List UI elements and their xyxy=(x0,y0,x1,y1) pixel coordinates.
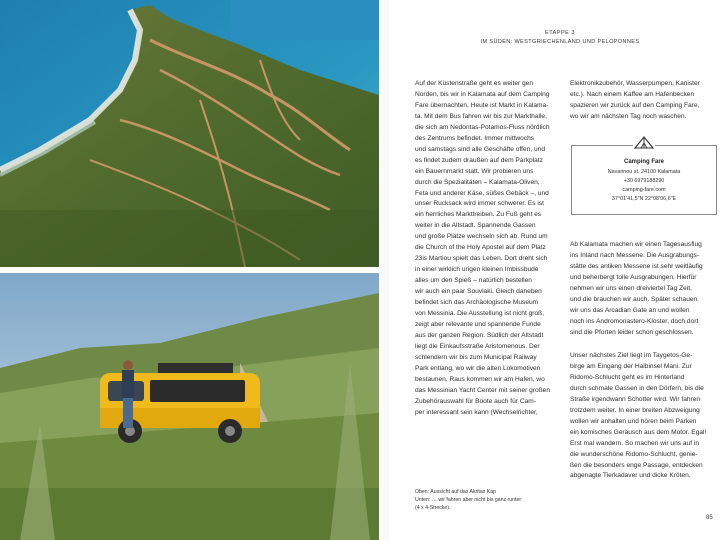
text-line: unser Rucksack wird immer schwerer. Es ist xyxy=(415,200,544,208)
text-line: alles um den Spieß – natürlich bestellen xyxy=(415,277,532,285)
text-line: Fare übernachten. Heute ist Markt in Kalama- xyxy=(415,101,549,109)
caption-line: (4 x 4-Strecke). xyxy=(415,505,451,511)
text-line: spazieren wir zurück auf den Camping Fare, xyxy=(570,101,700,109)
text-line: Ab Kalamata machen wir einen Tagesausflug xyxy=(570,241,702,248)
info-coordinates: 37°01'41,5"N 22°08'06,6"E xyxy=(611,196,677,202)
text-line: ein herrliches Markttreiben. Zu Fuß geht es xyxy=(415,211,542,219)
text-line: durch die Spezialitäten – Kalamata-Oliven, xyxy=(415,178,540,186)
tent-icon xyxy=(633,135,655,149)
text-line: schlendern wir bis zum Municipal Railway xyxy=(415,353,537,361)
text-line: in einer wirklich urigen kleinen Imbissbude xyxy=(415,266,539,274)
text-line: und große Plätze wechseln sich ab. Rund um xyxy=(415,233,548,241)
text-line: aus der ganzen Region. Südlich der Altstadt xyxy=(415,331,544,339)
text-line: Feta und anderer Käse, süßes Gebäck –, und xyxy=(415,189,549,197)
camper-van-image xyxy=(0,273,379,540)
text-line: Auf der Küstenstraße geht es weiter gen xyxy=(415,80,534,87)
text-line: nehmen wir uns einen dreiviertel Tag Zeit, xyxy=(570,284,692,292)
text-line: weiter in die Altstadt. Spannende Gassen xyxy=(415,222,536,230)
text-line: sind die Pforten leider schon geschlossen. xyxy=(570,328,694,336)
photo-aerial-coastline xyxy=(0,0,379,267)
text-line: es findet zudem draußen auf dem Parkplatz xyxy=(415,156,543,164)
info-title: Camping Fare xyxy=(623,159,664,165)
person-figure xyxy=(122,360,134,428)
text-line: 23is Martiou spielt das Leben. Dort dreht sich xyxy=(415,255,548,263)
text-line: Straße irgendwann Schotter wird. Wir fahren xyxy=(570,395,701,403)
text-line: etc.). Nach einem Kaffee am Hafenbecken xyxy=(570,90,695,98)
info-website: camping-fare.com xyxy=(622,187,666,193)
text-line: zeigt aber relevante und spannende Funde xyxy=(415,320,541,328)
text-line: durch schmale Gassen in den Dörfern, bis die xyxy=(570,384,704,392)
info-phone: +30 6979188290 xyxy=(623,178,665,184)
text-line: befindet sich das Archäologische Museum xyxy=(415,299,539,307)
page-gutter xyxy=(379,0,389,540)
caption-line: Unten: … wir fahren aber nicht bis ganz runter xyxy=(415,497,522,503)
text-line: ein komisches Geräusch aus dem Motor. Egal! xyxy=(570,428,707,436)
text-line: Park entlang, wo wir die alten Lokomotiven xyxy=(415,364,541,372)
page-number: 85 xyxy=(706,515,713,521)
text-line: trotzdem weiter. In einer breiten Abzweigung xyxy=(570,406,700,414)
text-line: von Messinia. Die Ausstellung ist nicht groß, xyxy=(415,310,545,318)
text-line: das Messinian Yacht Center mit seiner großen xyxy=(415,386,550,394)
text-line: Elektronikzubehör, Wasserpumpen, Kanister xyxy=(570,80,700,87)
caption-line: Oben: Aussicht auf das Akritas Kap xyxy=(415,489,497,495)
text-line: wollen wir anhalten und hören beim Parken xyxy=(570,417,697,425)
text-line: die Church of the Holy Apostel auf dem Platz xyxy=(415,244,546,252)
text-line: und die brauchen wir auch. Später schauen xyxy=(570,295,698,303)
text-line: wir uns das Arcadian Gate an und wollen xyxy=(570,306,690,314)
text-line: wir auch ein paar Souvlaki. Gleich daneben xyxy=(415,288,542,296)
text-line: und beherbergt tolle Ausgrabungen. Hierfür xyxy=(570,273,697,281)
text-line: Erst mal wandern. So machen wir uns auf in xyxy=(570,439,700,447)
body-column-left xyxy=(415,79,556,419)
text-line: und samstags sind alle Geschäfte offen, und xyxy=(415,145,546,153)
stage-label: ETAPPE 3 xyxy=(545,30,575,36)
text-line: ein Bauernmarkt statt. Wir probieren uns xyxy=(415,167,534,175)
text-line: stätte des antiken Messene ist sehr weitläufig xyxy=(570,262,703,270)
body-column-right-middle xyxy=(570,240,715,339)
aerial-coastline-image xyxy=(0,0,379,267)
text-line: des Zentrums befindet. Immer mittwochs xyxy=(415,134,535,142)
text-line: Ridomo-Schlucht geht es im Hinterland xyxy=(570,373,685,381)
text-line: abgenagte Tierkadaver und dicke Kröten. xyxy=(570,472,691,480)
text-line: noch ins Andromonastero-Kloster, doch dort xyxy=(570,317,699,325)
text-line: bestaunen. Raus kommen wir am Hafen, wo xyxy=(415,375,545,383)
body-column-right-top xyxy=(570,79,715,123)
text-line: liegt die Einkaufsstraße Aristomenous. Der xyxy=(415,342,540,350)
info-address: Navarinou st. 24100 Kalamata xyxy=(607,169,681,175)
text-line: die sich am Nedontas-Potamos-Fluss nördlich xyxy=(415,123,550,131)
text-line: Zubehörauswahl für Boote auch für Cam- xyxy=(415,397,536,405)
text-line: Unser nächstes Ziel liegt im Taygetos-Ge- xyxy=(570,352,693,359)
body-column-right-bottom xyxy=(570,351,715,482)
camping-info-box xyxy=(571,145,717,215)
photo-caption xyxy=(415,488,565,512)
text-line: per interessant sein kann (Wechselrichter, xyxy=(415,408,538,416)
text-line: wo wir am nächsten Tag noch waschen. xyxy=(570,112,687,120)
text-line: Norden, bis wir in Kalamata auf dem Camping xyxy=(415,90,550,98)
text-line: birge am Eingang der Halbinsel Mani. Zur xyxy=(570,362,692,370)
text-line: ta. Mit dem Bus fahren wir bis zur Markthalle, xyxy=(415,112,547,120)
text-line: ins Inland nach Messene. Die Ausgrabungs- xyxy=(570,251,700,259)
text-line: die wunderschöne Ridomo-Schlucht, genie- xyxy=(570,450,698,458)
photo-camper-van xyxy=(0,273,379,540)
text-line: ßen die besonders enge Passage, entdecken xyxy=(570,461,703,469)
stage-title: IM SÜDEN: WESTGRIECHENLAND UND PELOPONNES xyxy=(480,39,640,45)
